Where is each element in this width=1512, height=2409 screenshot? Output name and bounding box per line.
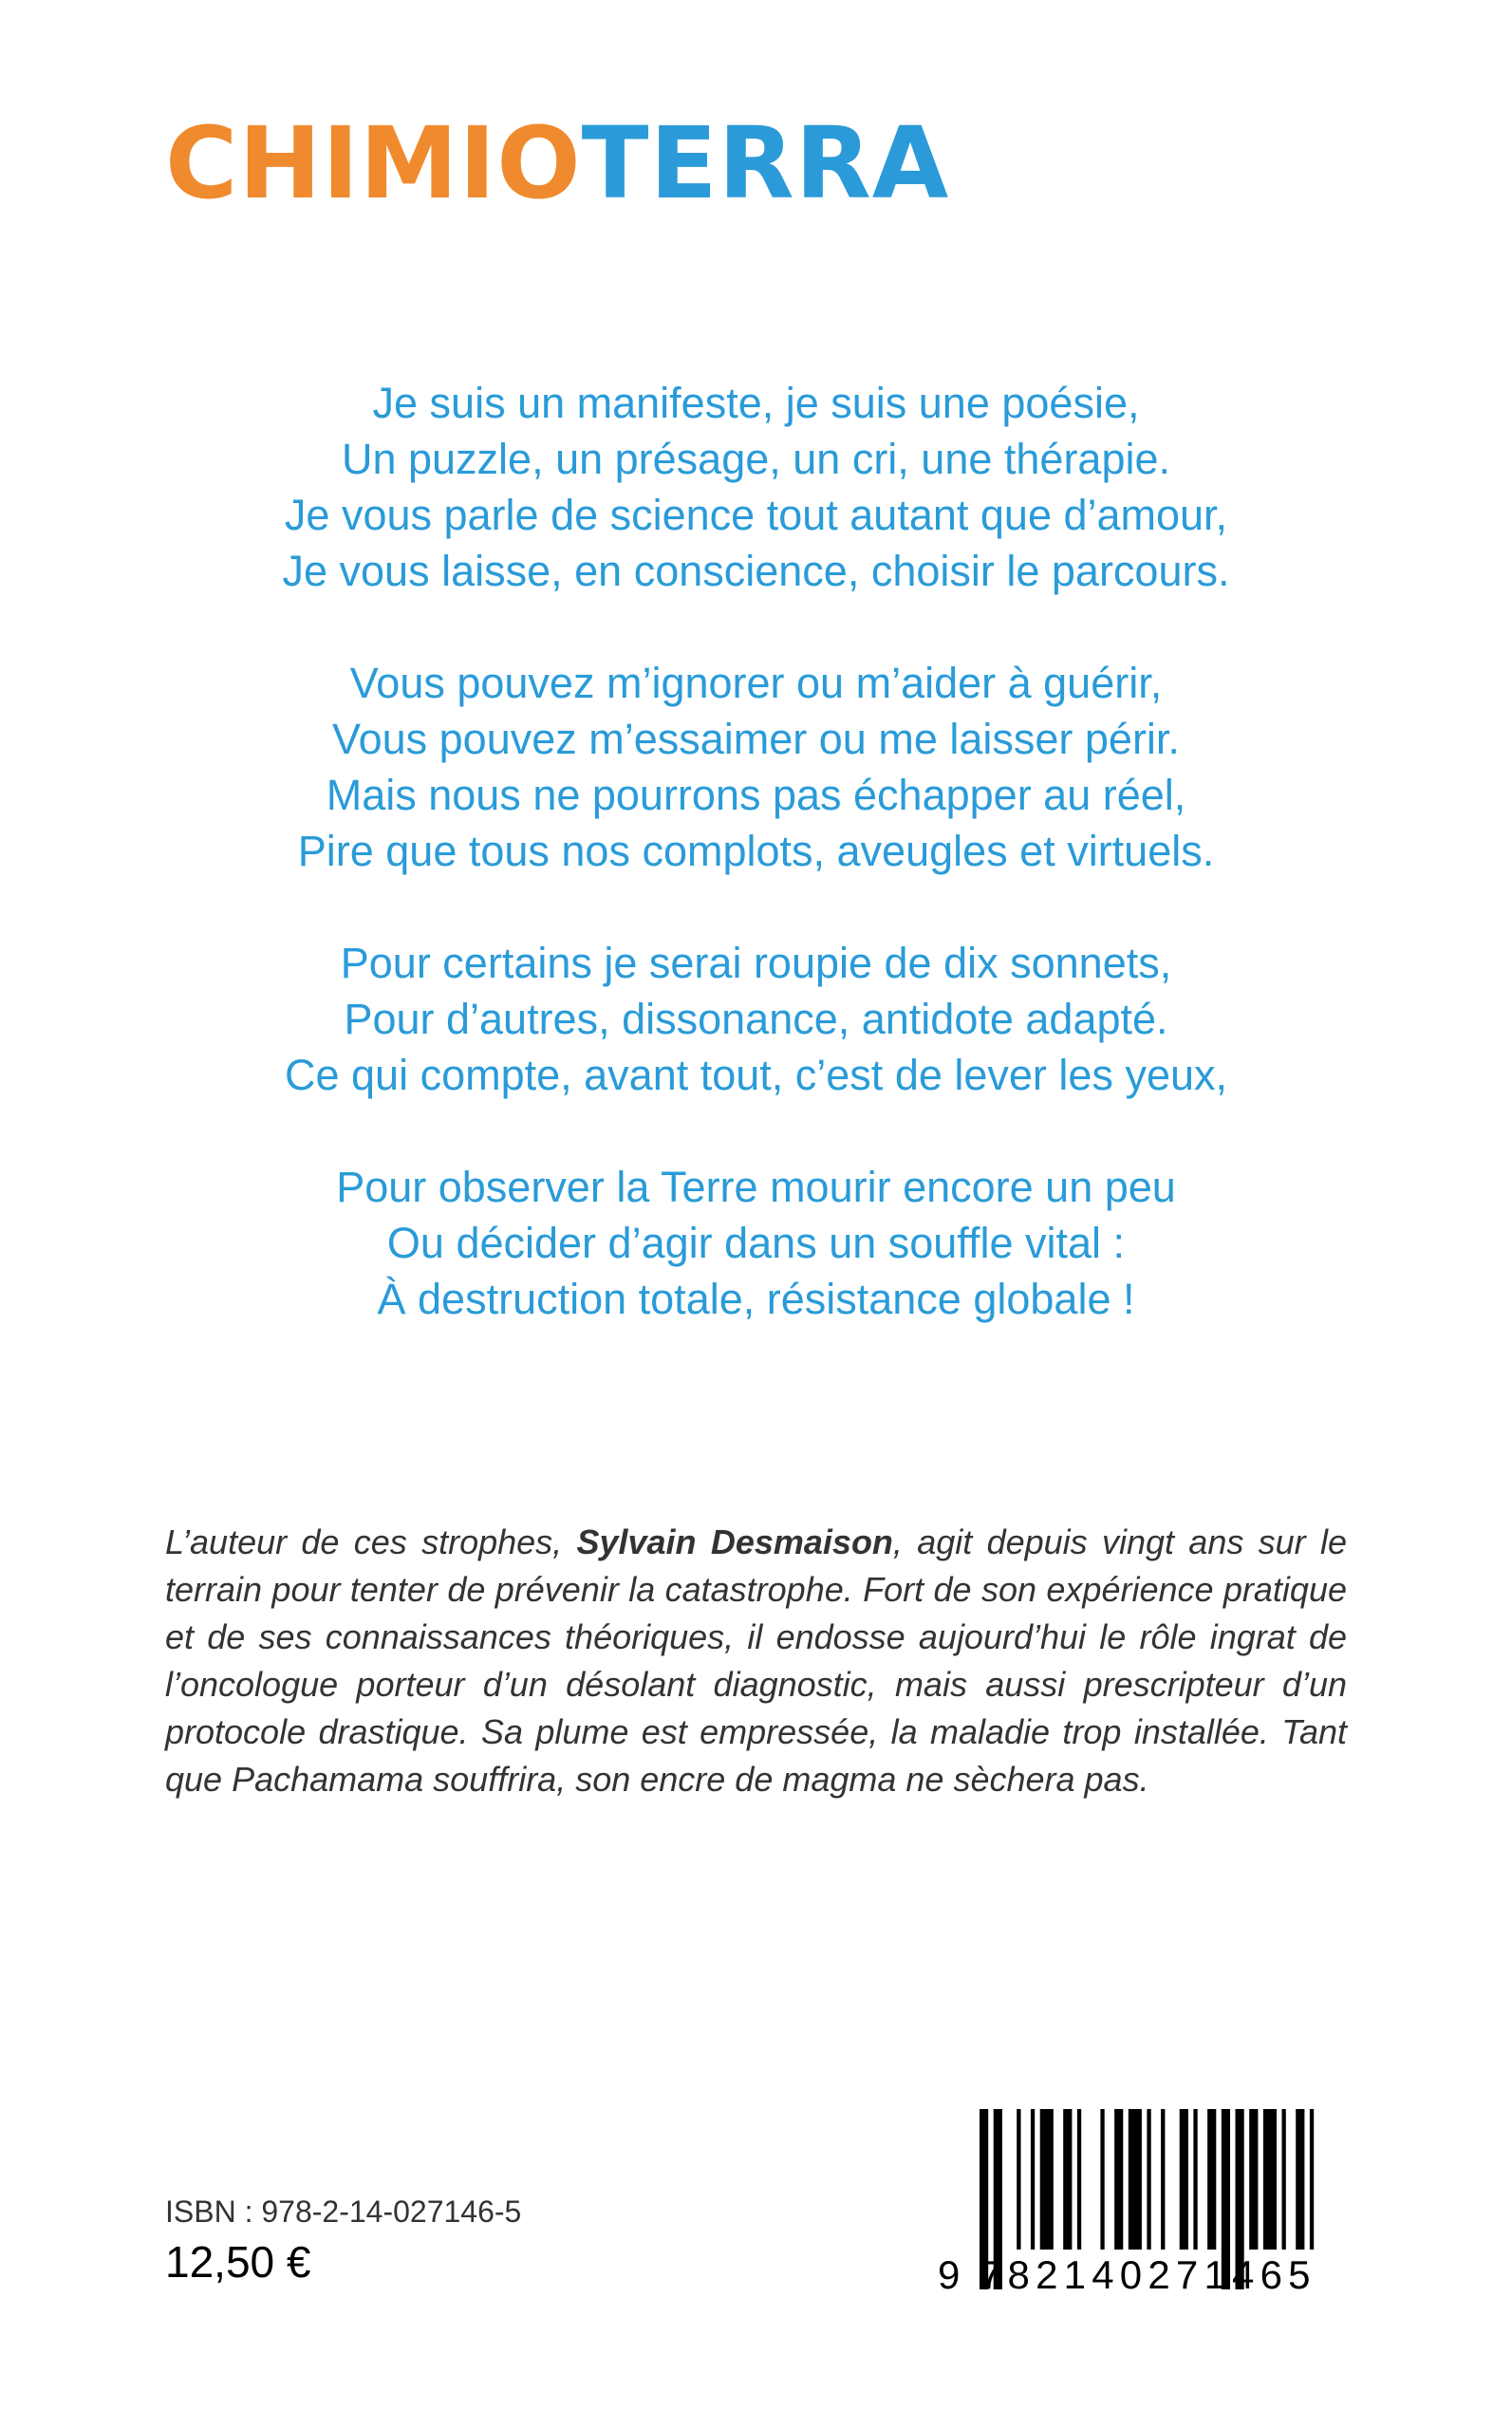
- bio-intro: L’auteur de ces strophes,: [165, 1522, 577, 1561]
- poem-stanza-2: [0, 655, 1512, 879]
- poem-line: Un puzzle, un présage, un cri, une thérapie.: [341, 435, 1171, 483]
- barcode-bar: [1031, 2109, 1035, 2250]
- barcode-bar: [1114, 2109, 1123, 2250]
- barcode-digits: 782140271465: [980, 2252, 1316, 2297]
- barcode-bar: [1129, 2109, 1142, 2250]
- barcode-bar: [1040, 2109, 1054, 2250]
- title-part-chimio: CHIMIO: [165, 105, 582, 221]
- poem-line: Pour d’autres, dissonance, antidote adapté.: [344, 995, 1168, 1043]
- barcode-bar: [1017, 2109, 1020, 2250]
- barcode-bar: [1207, 2109, 1216, 2250]
- barcode-bar: [1147, 2109, 1150, 2250]
- poem-line: Vous pouvez m’essaimer ou me laisser périr.: [332, 715, 1180, 763]
- poem-stanza-4: [0, 1159, 1512, 1327]
- poem-line: Pire que tous nos complots, aveugles et virtuels.: [297, 827, 1215, 875]
- book-title: [165, 105, 950, 221]
- author-bio: [165, 1519, 1347, 1803]
- poem-line: Je vous parle de science tout autant que d’amour,: [284, 491, 1228, 539]
- poem-line: Ou décider d’agir dans un souffle vital :: [386, 1219, 1126, 1267]
- barcode-bar: [1077, 2109, 1081, 2250]
- barcode-bar: [1263, 2109, 1277, 2250]
- barcode-bar: [1282, 2109, 1286, 2250]
- title-part-terra: TERRA: [581, 105, 950, 221]
- poem-line: Ce qui compte, avant tout, c’est de lever les yeux,: [284, 1051, 1227, 1099]
- price: 12,50 €: [165, 2237, 311, 2287]
- isbn-label: ISBN : 978-2-14-027146-5: [165, 2194, 522, 2229]
- poem-line: Pour certains je serai roupie de dix sonnets,: [340, 939, 1172, 987]
- bio-text: , agit depuis vingt ans sur le terrain pour tenter de prévenir la catastrophe. Fort de son expérience pratique et de ses connaissances théoriques, il endosse aujourd’hui le rôle ingrat de l’oncologue porteur d’un désolant diagnostic, mais aussi prescripteur d’un protocole drastique. Sa plume est empressée, la maladie trop installée. Tant que Pachamama souffrira, son encre de magma ne sèchera pas.: [165, 1522, 1347, 1799]
- barcode-bar: [1063, 2109, 1072, 2250]
- poem-stanza-3: [0, 935, 1512, 1103]
- poem-line: Pour observer la Terre mourir encore un peu: [336, 1163, 1176, 1211]
- poem: [0, 375, 1512, 1327]
- barcode-bar: [1100, 2109, 1104, 2250]
- poem-line: À destruction totale, résistance globale !: [377, 1275, 1135, 1323]
- poem-line: Vous pouvez m’ignorer ou m’aider à guérir,: [349, 659, 1163, 707]
- barcode-bar: [1296, 2109, 1304, 2250]
- poem-line: Je suis un manifeste, je suis une poésie,: [372, 379, 1140, 427]
- barcode-bar: [1180, 2109, 1188, 2250]
- barcode-bar: [1193, 2109, 1197, 2250]
- barcode-bar: [1161, 2109, 1165, 2250]
- barcode-first-digit: 9: [938, 2252, 961, 2297]
- poem-line: Je vous laisse, en conscience, choisir le parcours.: [282, 547, 1230, 595]
- barcode-bar: [1310, 2109, 1314, 2250]
- poem-stanza-1: [0, 375, 1512, 599]
- author-name: Sylvain Desmaison: [576, 1522, 893, 1561]
- barcode-bar: [1249, 2109, 1258, 2250]
- poem-line: Mais nous ne pourrons pas échapper au réel,: [326, 771, 1186, 819]
